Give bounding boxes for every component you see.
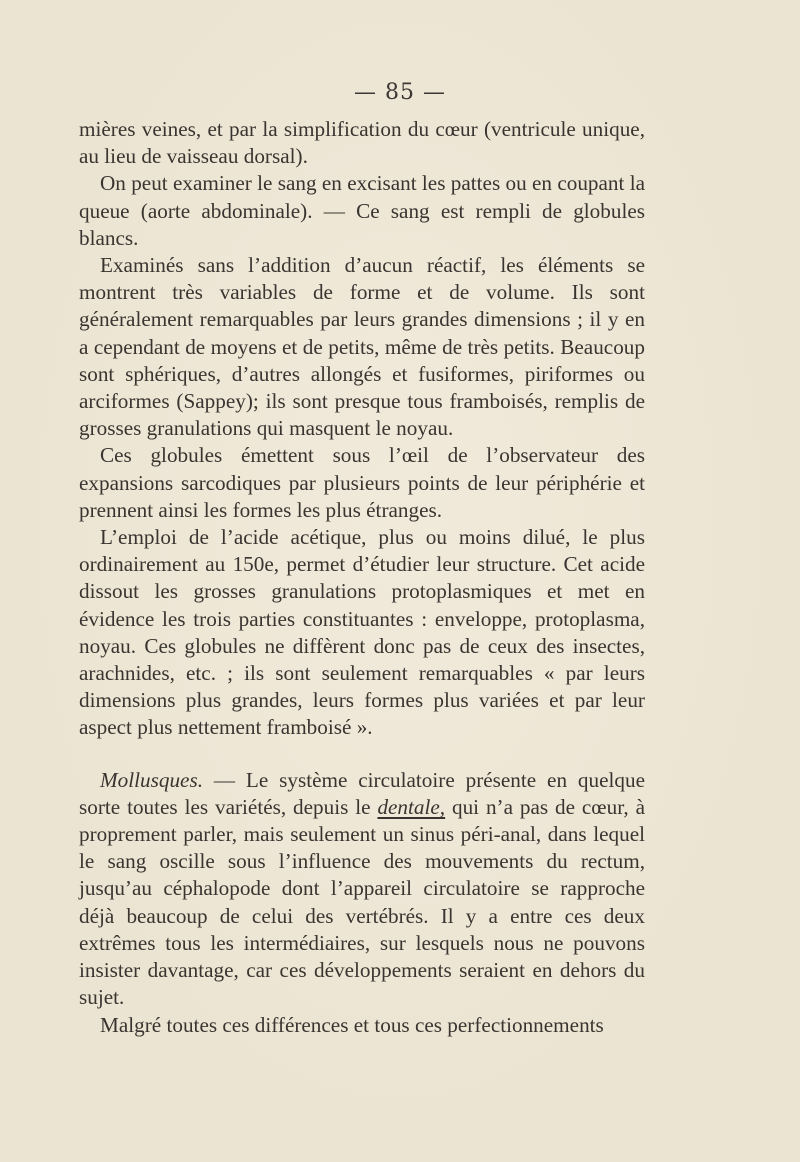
- section-text-after-term: qui n’a pas de cœur, à proprement parler, mais seulement un sinus péri-anal, dans lequel le sang oscille sous l’influence des mouvements du rectum, jusqu’au céphalopode dont l’appareil circulatoire se rapproche déjà beaucoup de celui des vertébrés. Il y a entre ces deux extrêmes tous les intermédiaires, sur lesquels nous ne pouvons insister davantage, car ces développements seraient en dehors du sujet.: [79, 794, 645, 1010]
- paragraph-mollusques: [79, 767, 645, 1012]
- paragraph-2: On peut examiner le sang en excisant les pattes ou en coupant la queue (aorte abdominale). — Ce sang est rempli de globules blancs.: [79, 171, 645, 250]
- section-heading-mollusques: Mollusques.: [100, 767, 203, 792]
- paragraph-1: mières veines, et par la simplification du cœur (ventricule unique, au lieu de vaisseau dorsal).: [79, 117, 645, 169]
- page-body: [79, 116, 645, 1039]
- paragraph-3: Examinés sans l’addition d’aucun réactif, les éléments se montrent très variables de forme et de volume. Ils sont généralement remarquables par leurs grandes dimensions ; il y en a cependant de moyens et de petits, même de très petits. Beaucoup sont sphériques, d’autres allongés et fusiformes, piriformes ou arciformes (Sappey); ils sont presque tous framboisés, remplis de grosses granulations qui masquent le noyau.: [79, 253, 645, 441]
- paragraph-4: Ces globules émettent sous l’œil de l’observateur des expansions sarcodiques par plusieurs points de leur périphérie et prennent ainsi les formes les plus étranges.: [79, 443, 645, 522]
- page-number: — 85 —: [354, 80, 446, 105]
- paragraph-5: L’emploi de l’acide acétique, plus ou moins dilué, le plus ordinairement au 150e, permet d’étudier leur structure. Cet acide dissout les grosses granulations protoplasmiques et met en évidence les trois parties constituantes : enveloppe, protoplasma, noyau. Ces globules ne diffèrent donc pas de ceux des insectes, arachnides, etc. ; ils sont seulement remarquables « par leurs dimensions plus grandes, leurs formes plus variées et par leur aspect plus nettement framboisé ».: [79, 525, 645, 740]
- underlined-term-dentale: dentale,: [377, 794, 446, 819]
- section-text-before-term: — Le système circulatoire présente en quelque sorte toutes les variétés, depuis le: [79, 767, 645, 819]
- paragraph-last: Malgré toutes ces différences et tous ces perfectionnements: [100, 1012, 604, 1037]
